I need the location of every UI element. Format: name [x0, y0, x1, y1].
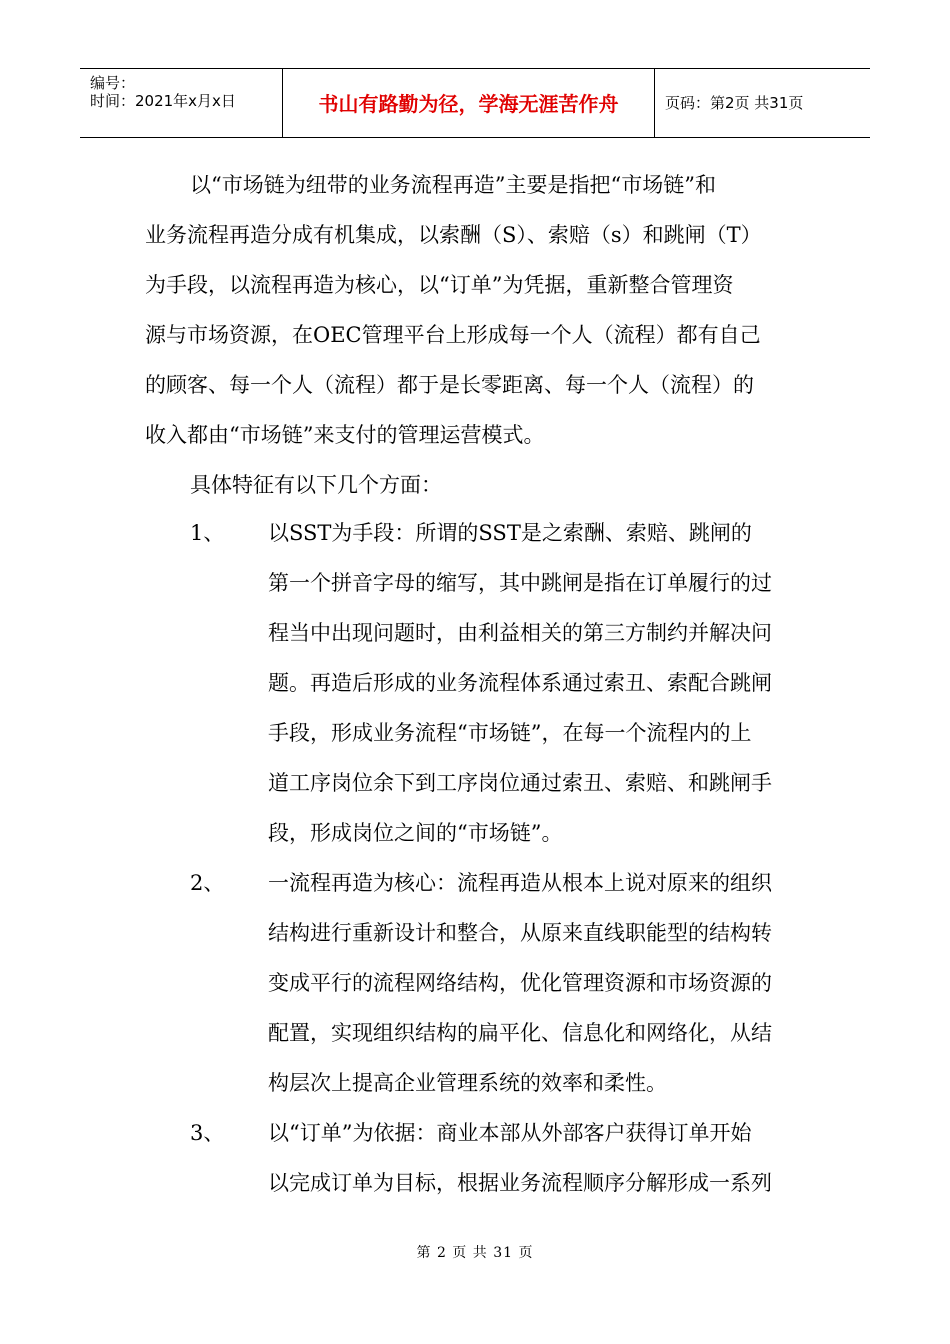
item-line: 程当中出现问题时，由利益相关的第三方制约并解决问 — [268, 621, 772, 645]
intro-line: 业务流程再造分成有机集成，以索酬（S）、索赔（s）和跳闸（T） — [145, 223, 762, 247]
features-intro: 具体特征有以下几个方面： — [190, 473, 442, 497]
header-table — [80, 68, 870, 138]
item-line: 以完成订单为目标，根据业务流程顺序分解形成一系列 — [268, 1171, 772, 1195]
item-line: 结构进行重新设计和整合，从原来直线职能型的结构转 — [268, 921, 772, 945]
intro-line: 为手段，以流程再造为核心，以“订单”为凭据，重新整合管理资 — [145, 273, 734, 297]
item-line: 段，形成岗位之间的“市场链”。 — [268, 821, 563, 845]
code-label: 编号： — [90, 74, 136, 92]
item-line: 题。再造后形成的业务流程体系通过索丑、索配合跳闸 — [268, 671, 772, 695]
item-line: 手段，形成业务流程“市场链”，在每一个流程内的上 — [268, 721, 752, 745]
item-number: 1、 — [190, 521, 225, 545]
header-page-cell — [655, 69, 870, 137]
item-line: 以“订单”为依据：商业本部从外部客户获得订单开始 — [268, 1121, 752, 1145]
intro-line: 源与市场资源，在OEC管理平台上形成每一个人（流程）都有自己 — [145, 323, 761, 347]
header-motto-cell — [283, 69, 655, 137]
page-info: 页码：第2页 共31页 — [665, 94, 804, 112]
item-line: 一流程再造为核心：流程再造从根本上说对原来的组织 — [268, 871, 772, 895]
item-line: 以SST为手段：所谓的SST是之索酬、索赔、跳闸的 — [268, 521, 752, 545]
item-line: 配置，实现组织结构的扁平化、信息化和网络化，从结 — [268, 1021, 772, 1045]
header-meta-cell — [80, 69, 283, 137]
page-footer: 第 2 页 共 31 页 — [416, 1245, 534, 1261]
item-line: 道工序岗位余下到工序岗位通过索丑、索赔、和跳闸手 — [268, 771, 772, 795]
item-number: 3、 — [190, 1121, 225, 1145]
intro-line: 收入都由“市场链”来支付的管理运营模式。 — [145, 423, 545, 447]
intro-line: 以“市场链为纽带的业务流程再造”主要是指把“市场链”和 — [190, 173, 716, 197]
item-line: 第一个拼音字母的缩写，其中跳闸是指在订单履行的过 — [268, 571, 772, 595]
date-label: 时间：2021年x月x日 — [90, 92, 236, 110]
motto: 书山有路勤为径，学海无涯苦作舟 — [318, 92, 619, 116]
item-line: 变成平行的流程网络结构，优化管理资源和市场资源的 — [268, 971, 772, 995]
intro-line: 的顾客、每一个人（流程）都于是长零距离、每一个人（流程）的 — [145, 373, 754, 397]
item-line: 构层次上提高企业管理系统的效率和柔性。 — [268, 1071, 667, 1095]
item-number: 2、 — [190, 871, 225, 895]
